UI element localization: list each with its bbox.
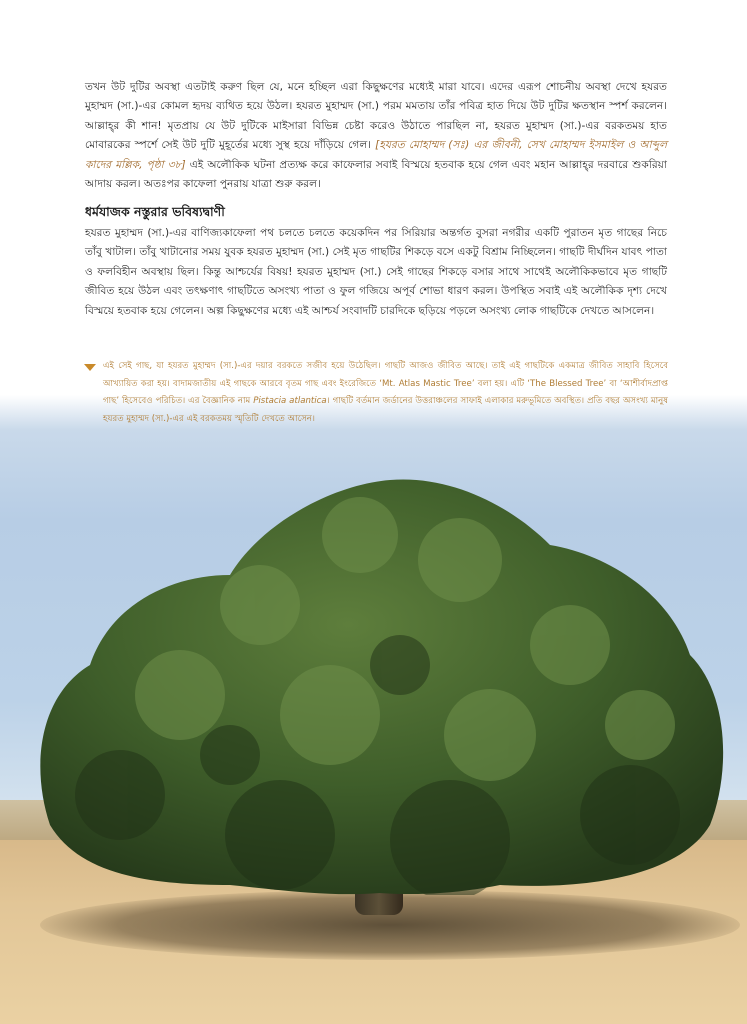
paragraph-1-main: তখন উট দুটির অবস্থা এতটাই করুণ ছিল যে, মনে হচ্ছিল এরা কিছুক্ষণের মধ্যেই মারা যাবে। এদের এরূপ শোচনীয় অবস্থা দেখে হযরত মুহাম্মদ (সা.)-এর কোমল হৃদয় ব্যথিত হয়ে উঠল। হযরত মুহাম্মদ (সা.) পরম মমতায় তাঁর পবিত্র হাত দিয়ে উট দুটির ক্ষতস্থান স্পর্শ করলেন। আল্লাহ্‌র কী শান! মৃতপ্রায় যে উট দুটিকে মাইসারা বিভিন্ন চেষ্টা করেও উঠাতে পারছিল না, হযরত মুহাম্মদ (সা.)-এর বরকতময় হাত মোবারকের স্পর্শে সেই উট দুটি মুহূর্তের মধ্যে সুস্থ হয়ে দাঁড়িয়ে গেল। (85, 81, 667, 152)
caption-part-2: । গাছটি বর্তমান জর্ডানের উত্তরাঞ্চলের সাফাই এলাকার মরুভূমিতে অবস্থিত। প্রতি বছর অসংখ্য মানুষ হযরত মুহাম্মদ (সা.)-এর এই বরকতময় স্মৃতিটি দেখতে আসেন। (103, 396, 668, 424)
triangle-marker-icon (84, 364, 96, 371)
tree-canopy (30, 465, 730, 895)
section-heading: ধর্মযাজক নস্তুরার ভবিষ্যদ্বাণী (85, 204, 225, 219)
paragraph-1 (85, 78, 667, 194)
caption-part-1: এই সেই গাছ, যা হযরত মুহাম্মদ (সা.)-এর দয়ার বরকতে সজীব হয়ে উঠেছিল। গাছটি আজও জীবিত আছে। তাই এই গাছটিকে একমাত্র জীবিত সাহাবি হিসেবে আখ্যায়িত করা হয়। বাদামজাতীয় এই গাছকে আরবে বৃতম গাছ এবং ইংরেজিতে ‘Mt. Atlas Mastic Tree’ বলা হয়। এটি ‘The Blessed Tree’ বা ‘আশীর্বাদপ্রাপ্ত গাছ’ হিসেবেও পরিচিত। এর বৈজ্ঞানিক নাম (103, 361, 668, 407)
paragraph-2: হযরত মুহাম্মদ (সা.)-এর বাণিজ্যকাফেলা পথ চলতে চলতে কয়েকদিন পর সিরিয়ার অন্তর্গত বুসরা নগরীর একটি পুরাতন মৃত গাছের নিচে তাঁবু খাটাল। তাঁবু খাটানোর সময় যুবক হযরত মুহাম্মদ (সা.) সেই মৃত গাছটির শিকড়ে বসে একটু বিশ্রাম নিচ্ছিলেন। গাছটি দীর্ঘদিন যাবৎ পাতা ও ফলবিহীন অবস্থায় ছিল। কিন্তু আশ্চর্যের বিষয়! হযরত মুহাম্মদ (সা.) সেই গাছের শিকড়ে বসার সাথে সাথেই অলৌকিকভাবে মৃত গাছটি জীবিত হয়ে উঠল এবং তৎক্ষণাৎ গাছটিতে অসংখ্য পাতা ও ফুল গজিয়ে অপূর্ব শোভা ধারণ করল। উপস্থিত সবাই এই অলৌকিক দৃশ্য দেখে বিস্ময়ে হতবাক হয়ে গেলেন। অল্প কিছুক্ষণের মধ্যে এই আশ্চর্য সংবাদটি চারদিকে ছড়িয়ে পড়লে অসংখ্য লোক গাছটিকে দেখতে আসলেন। (85, 227, 667, 317)
citation: [হযরত মোহাম্মদ (সঃ) এর জীবনী, সেখ মোহাম্মদ ইসমাইল ও আব্দুল কাদের মল্লিক, পৃষ্ঠা ৩৮] (85, 139, 668, 171)
photo-caption (103, 358, 668, 428)
paragraph-1-tail: এই অলৌকিক ঘটনা প্রত্যক্ষ করে কাফেলার সবাই বিস্ময়ে হতবাক হয়ে গেল এবং মহান আল্লাহ্‌র দরবারে শুকরিয়া আদায় করল। অতঃপর কাফেলা পুনরায় যাত্রা শুরু করল। (85, 158, 667, 191)
scientific-name: Pistacia atlantica (253, 396, 327, 407)
